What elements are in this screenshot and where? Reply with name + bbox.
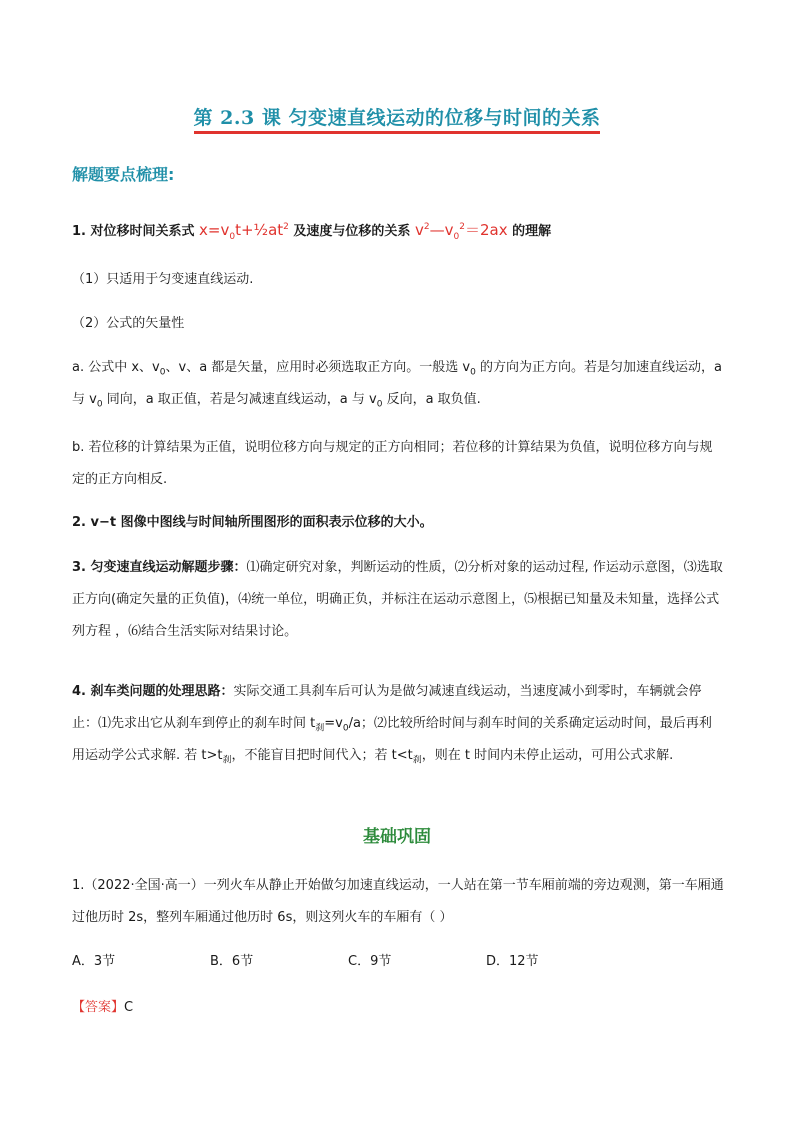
point-1-item-2: （2）公式的矢量性 <box>72 316 185 331</box>
formula-velocity-displacement: $v^2—v_0^2=2ax$ <box>414 221 508 242</box>
section-basic-consolidation: 基础巩固 <box>363 827 431 847</box>
point-1-item-b: b. 若位移的计算结果为正值，说明位移方向与规定的正方向相同；若位移的计算结果为负值，说明位移方向与规定的正方向相反. <box>72 440 713 487</box>
question-1: 1.（2022·全国·高一）一列火车从静止开始做匀加速直线运动，一人站在第一节车厢前端的旁边观测，第一车厢通过他历时 2s，整列车厢通过他历时 6s，则这列火车的车厢有（ ） <box>72 878 724 925</box>
point-2: 2. v−t 图像中图线与时间轴所围图形的面积表示位移的大小。 <box>72 515 433 530</box>
option-b: B．6节 <box>210 954 254 969</box>
section-heading: 解题要点梳理: <box>72 165 175 184</box>
point-1-suffix: 的理解 <box>507 224 552 239</box>
point-1-middle: 及速度与位移的关系 <box>288 224 415 239</box>
question-1-answer <box>72 996 133 1015</box>
point-1 <box>72 214 724 248</box>
point-4-head: 4. 刹车类问题的处理思路： <box>72 684 234 699</box>
option-d: D．12节 <box>486 954 539 969</box>
answer-tag: 【答案】 <box>72 1000 125 1015</box>
point-4: 4. 刹车类问题的处理思路：实际交通工具刹车后可认为是做匀减速直线运动，当速度减小到零时，车辆就会停止：⑴先求出它从刹车到停止的刹车时间 $t_刹=v_0/a$；⑵比较所给时间与刹车时间的关系确定运动时间，最后再利用运动学公式求解. 若 $t>t_刹$，不能盲目把时间代入；若 $t<t_刹$，则在 t 时间内未停止运动，可用公式求解. <box>72 684 712 766</box>
option-a: A．3节 <box>72 954 116 969</box>
point-1-item-1: （1）只适用于匀变速直线运动. <box>72 272 254 287</box>
question-1-options <box>72 950 724 969</box>
formula-displacement-time: $x=v_0t+\frac{1}{2}at^2$ <box>199 221 289 242</box>
point-1-prefix: 1. 对位移时间关系式 <box>72 224 200 239</box>
option-c: C．9节 <box>348 954 392 969</box>
point-3 <box>72 552 724 648</box>
answer-value: C <box>124 1000 134 1015</box>
point-3-body: ⑴确定研究对象，判断运动的性质，⑵分析对象的运动过程, 作运动示意图，⑶选取正方向(确定矢量的正负值)，⑷统一单位，明确正负，并标注在运动示意图上，⑸根据已知量及未知量，选择公式列方程 ，⑹结合生活实际对结果讨论。 <box>72 560 723 639</box>
page-title-text: 第 2.3 课 匀变速直线运动的位移与时间的关系 <box>194 107 601 134</box>
page-title <box>0 103 794 130</box>
point-3-head: 3. 匀变速直线运动解题步骤： <box>72 560 247 575</box>
point-1-item-a: a. 公式中 x、$v_0$、v、a 都是矢量，应用时必须选取正方向。一般选 $v_0$ 的方向为正方向。若是匀加速直线运动，a 与 $v_0$ 同向，a 取正值，若是匀减速直线运动，a 与 $v_0$ 反向，a 取负值. <box>72 360 722 410</box>
